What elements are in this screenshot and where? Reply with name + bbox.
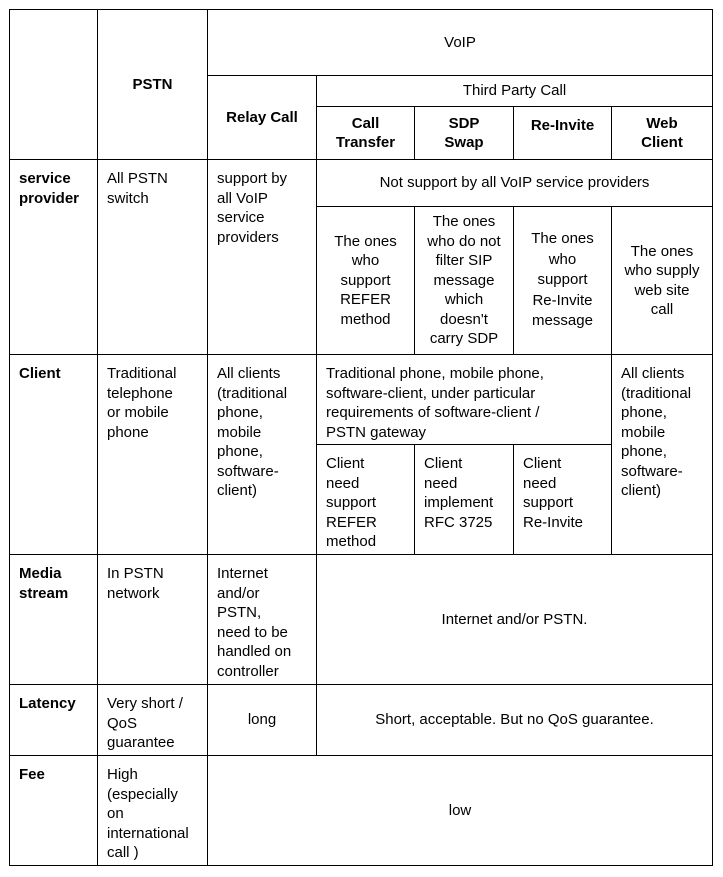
media-stream-third-party: Internet and/or PSTN. bbox=[317, 555, 713, 685]
service-provider-third-party-summary: Not support by all VoIP service providers bbox=[317, 160, 713, 207]
row-label-media-stream: Media stream bbox=[10, 555, 98, 685]
client-pstn: Traditional telephone or mobile phone bbox=[98, 355, 208, 555]
header-third-party-call: Third Party Call bbox=[317, 76, 713, 107]
fee-voip: low bbox=[208, 756, 713, 866]
latency-relay: long bbox=[208, 685, 317, 756]
client-re-invite: Client need support Re-Invite bbox=[514, 445, 612, 555]
service-provider-re-invite: The ones who support Re-Invite message bbox=[514, 207, 612, 355]
client-sdp-swap: Client need implement RFC 3725 bbox=[415, 445, 514, 555]
media-stream-relay: Internet and/or PSTN, need to be handled on controller bbox=[208, 555, 317, 685]
header-sdp-swap: SDP Swap bbox=[415, 107, 514, 160]
row-label-fee: Fee bbox=[10, 756, 98, 866]
latency-pstn: Very short / QoS guarantee bbox=[98, 685, 208, 756]
service-provider-web-client: The ones who supply web site call bbox=[612, 207, 713, 355]
service-provider-pstn: All PSTN switch bbox=[98, 160, 208, 355]
client-call-transfer: Client need support REFER method bbox=[317, 445, 415, 555]
service-provider-relay: support by all VoIP service providers bbox=[208, 160, 317, 355]
header-call-transfer: Call Transfer bbox=[317, 107, 415, 160]
latency-third-party: Short, acceptable. But no QoS guarantee. bbox=[317, 685, 713, 756]
service-provider-sdp-swap: The ones who do not filter SIP message which doesn't carry SDP bbox=[415, 207, 514, 355]
header-web-client: Web Client bbox=[612, 107, 713, 160]
row-label-latency: Latency bbox=[10, 685, 98, 756]
client-third-party-summary: Traditional phone, mobile phone, software-client, under particular requirements of software-client / PSTN gateway bbox=[317, 355, 612, 445]
header-voip: VoIP bbox=[208, 10, 713, 76]
header-relay-call: Relay Call bbox=[208, 76, 317, 160]
fee-pstn: High (especially on international call ) bbox=[98, 756, 208, 866]
header-corner-cell bbox=[10, 10, 98, 160]
row-label-client: Client bbox=[10, 355, 98, 555]
header-pstn: PSTN bbox=[98, 10, 208, 160]
header-re-invite: Re-Invite bbox=[514, 107, 612, 160]
client-web-client: All clients (traditional phone, mobile phone, software- client) bbox=[612, 355, 713, 555]
client-relay: All clients (traditional phone, mobile phone, software- client) bbox=[208, 355, 317, 555]
media-stream-pstn: In PSTN network bbox=[98, 555, 208, 685]
service-provider-call-transfer: The ones who support REFER method bbox=[317, 207, 415, 355]
row-label-service-provider: service provider bbox=[10, 160, 98, 355]
